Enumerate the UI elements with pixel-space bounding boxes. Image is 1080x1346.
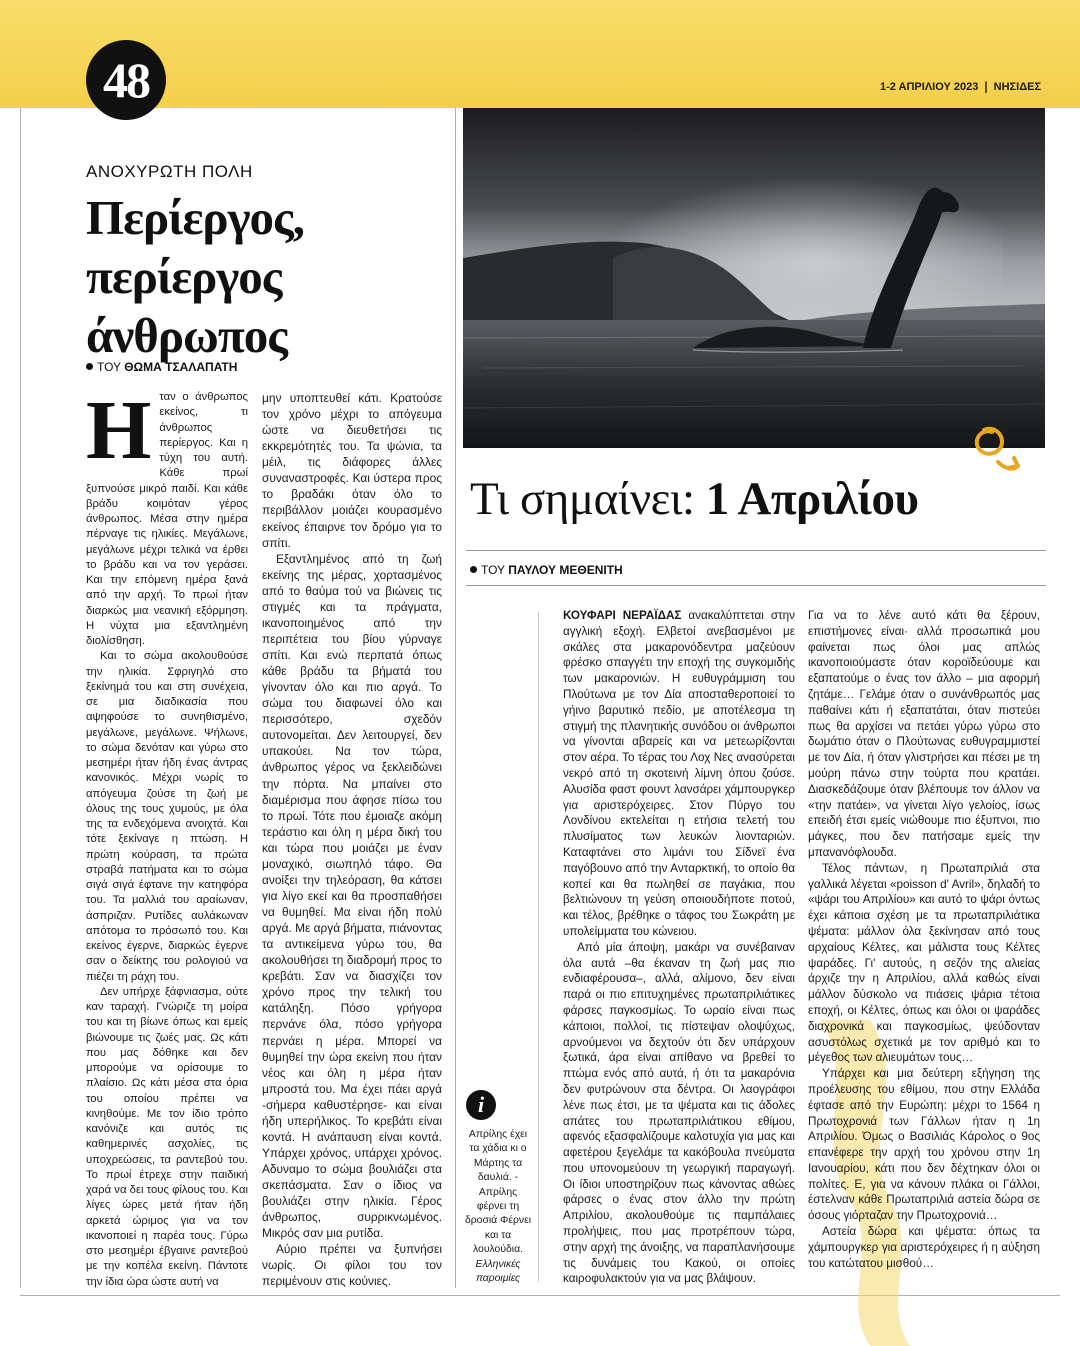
proverbs-sidebar (463, 1128, 533, 1286)
proverb-source: Ελληνικές παροιμίες (475, 1258, 521, 1285)
headline-line-3: άνθρωπος (86, 308, 287, 363)
article2-title (470, 472, 918, 526)
byline-prefix: ΤΟΥ (481, 563, 505, 577)
paragraph: Εξαντλημένος από τη ζωή εκείνης της μέρας, χορτασμένος από το θαύμα τού να βιώνεις τις στιγμές και τα πράγματα, ικανοποιημένος από την περιπέτεια του βίου γύρναγε σπίτι. Και ενώ περπατά όπως κάθε βράδυ τα βήματά του γίνονταν όλο και πιο αργά. Το σώμα του διαφωνεί όλο και περισσότερο, σχεδόν αυτονομείται. Δεν λειτουργεί, δεν υπακούει. Να τον τώρα, άνθρωπος γέρος να ξεκλειδώνει την πόρτα. Να μπαίνει στο διαμέρισμα που άφησε πίσω του το πρωί. Τότε που έμοιαζε ακόμη τεράστιο και όλη η μέρα δική του και τώρα που μοιάζει με έναν μοναχικό, σιωπηλό τάφο. Θα ανοίξει την τηλεόραση, θα κάτσει για λίγο εκεί και θα προσπαθήσει να θυμηθεί. Μα είναι ήδη πολύ αργά. Με αργά βήματα, πιάνοντας τα αντικείμενα γύρω του, θα ακολουθήσει τη διαδρομή προς το κρεβάτι. Σαν να διασχίζει τον χρόνο προς την τελική του κατάληξη. Πόσο γρήγορα περνάνε όλα, πόσο γρήγορα περνάει η μέρα. Μπορεί να θυμηθεί την ώρα εκείνη που ήταν νέος και όλη η μέρα ήταν μπροστά του. Μα έχει πάει αργά -σήμερα καθυστέρησε- και είναι ήδη υπερήλικος. Το κρεβάτι είναι κοντά. Η ανάπαυση είναι κοντά. Υπάρχει χρόνος, υπάρχει χρόνος. Αδυναμο το σώμα βουλιάζει στα σκεπάσματα. Σαν ο ίδιος να βουλιάζει στην ηλικία. Γέρος άνθρωπος, συρρικνωμένος. Μικρός σαν μια ρυτίδα. (262, 551, 442, 1241)
paragraph: Ηταν ο άνθρωπος εκείνος, τι άνθρωπος περίεργος. Και η τύχη του αυτή. Κάθε πρωί ξυπνούσε μικρό παιδί. Και κάθε βράδυ κοιμόταν γέρος άνθρωπος. Μέσα στην ημέρα πέρναγε τις ηλικίες. Μεγάλωνε, μεγάλωνε μέχρι τελικά να έρθει το βράδυ και να τον γεράσει. Και την επόμενη ημέρα ξανά από την αρχή. Το πρωί ήταν διαρκώς μια νεανική εξόρμηση. Η νύχτα μια εξαντλημένη διολίσθηση. (86, 384, 248, 647)
byline-prefix: ΤΟΥ (97, 360, 121, 374)
article2-column-1 (563, 608, 795, 1287)
article2-column-2 (808, 608, 1040, 1271)
left-column-rule (20, 108, 21, 1288)
article1-column-2 (262, 390, 442, 1290)
title-rule (466, 550, 1046, 551)
author-name: ΠΑΥΛΟΥ ΜΕΘΕΝΙΤΗ (508, 563, 623, 577)
paragraph: μην υποπτευθεί κάτι. Κρατούσε τον χρόνο μέχρι το απόγευμα ώστε να διευθετήσει τις εκκρεμότητές του. Τα ψώνια, τα μέιλ, τις διάφορες άλλες συναναστροφές. Και ύστερα προς το βραδάκι όταν όλο το περιβάλλον μοιάζει κουρασμένο εκείνος έπαιρνε τον δρόμο για το σπίτι. (262, 391, 442, 550)
byline-bullet (470, 566, 477, 573)
headline-line-2: περίεργος (86, 249, 282, 304)
paragraph: Αύριο πρέπει να ξυπνήσει νωρίς. Οι φίλοι του τον περιμένουν στις κούνιες. (262, 1242, 442, 1289)
article1-byline (86, 360, 237, 374)
byline-bullet (86, 363, 93, 370)
paragraph: Δεν υπήρχε ξάφνιασμα, ούτε καν ταραχή. Γνώριζε τη μοίρα του και τη βίωνε όπως και εμείς βιώνουμε τις ζωές μας. Ως κάτι που μας δόθηκε και δεν μπορούμε να ορίσουμε το πλαίσιο. Ως κάτι μέσα στα όρια του οποίου πρέπει να κινηθούμε. Με τον ίδιο τρόπο κανόνιζε και αυτός τις καθημερινές ασχολίες, τις υποχρεώσεις, τα ραντεβού του. Το πρωί έτρεχε στην παιδική χαρά να δει τους φίλους του. Και λίγες ώρες μετά ήταν ήδη αρκετά ώριμος για να τον ικανοποιεί η παρέα τους. Γύρω στο μεσημέρι έβγαινε ραντεβού με την κοπέλα εκείνη. Πάντοτε την ίδια ώρα ώστε αυτή να (86, 985, 248, 1288)
article2-byline (470, 563, 623, 577)
headline-line-1: Περίεργος, (86, 190, 304, 245)
issue-date-section: 1-2 ΑΠΡΙΛΙΟΥ 2023 ❘ ΝΗΣΙΔΕΣ (880, 81, 1042, 93)
proverb-text: Απρίλης έχει τα χάδια κι ο Μάρτης τα δαυλιά. - Απρίλης φέρνει τη δροσιά Φέρνει και τα λουλούδια. (464, 1129, 532, 1256)
page-number: 48 (86, 40, 166, 120)
article1-headline (86, 188, 416, 365)
paragraph: Και το σώμα ακολουθούσε την ηλικία. Σφριγηλό στο ξεκίνημά του και στη συνέχεια, σε μια διαδικασία που αψηφούσε το συνηθισμένο, μεγάλωνε, μεγάλωνε. Ψήλωνε, το σώμα δενόταν και γύρω στο μεσημέρι ήταν ήδη ένας άντρας κανονικός. Μέχρι νωρίς το απόγευμα ζούσε τη ζωή με όλους της τους χυμούς, με όλα της τα ενδεχόμενα ανοιχτά. Και τότε ξεκίναγε η πτώση. Η πρώτη κούραση, τα πρώτα στραβά πατήματα και το σώμα σιγά σιγά έφτανε την κατηφόρα του. Τα μαλλιά του αραίωναν, άσπριζαν. Ρυτίδες αυλάκωναν απότομα το πρόσωπό του. Και εκείνος έγερνε, διαρκώς έγερνε σαν ο δείκτης του ρολογιού να πιέζει τη ράχη του. (86, 650, 248, 983)
paragraph: Υπάρχει και μια δεύτερη εξήγηση της προέλευσης του εθίμου, που στην Ελλάδα έφτασε από την Ευρώπη: μέχρι το 1564 η Πρωτοχρονιά των Γάλλων ήταν η 1η Απριλίου. Όμως ο Βασιλιάς Κάρολος ο 9ος επανέφερε την αρχή του χρόνου στην 1η Ιανουαρίου, κάτι που δεν δέχτηκαν όλοι οι πολίτες. Ε, για να κάνουν πλάκα οι Γάλλοι, έστελναν κάθε Πρωταπριλιά αστεία δώρα σε όσους γιόρταζαν την Πρωτοχρονιά… (808, 1067, 1040, 1223)
info-icon: i (466, 1090, 496, 1120)
paragraph: Τέλος πάντων, η Πρωταπριλιά στα γαλλικά λέγεται «poisson d' Avril», δηλαδή το «ψάρι του Απριλίου» και αυτό το ψάρι όντως έχει κάποια σχέση με τα πρωταπριλιάτικα ψέματα: μάλλον όλα ξεκίνησαν από τους αρχαίους Κέλτες, και μάλιστα τους Κέλτες ψαράδες. Γι' αυτούς, η σεζόν της αλιείας άρχιζε την η Απριλίου, αλλά καθώς είναι μάλλον δύσκολο να πιάσεις ψάρια τέτοια εποχή, οι Κέλτες, όπως και όλοι οι ψαράδες διαχρονικά και παγκοσμίως, ψεύδονταν ασυστόλως σχετικά με τον αριθμό και το μέγεθος των αλιευμάτων τους… (808, 861, 1040, 1065)
column-kicker: ΑΝΟΧΥΡΩΤΗ ΠΟΛΗ (86, 162, 253, 181)
swirl-doodle-icon (962, 422, 1024, 502)
author-name: ΘΩΜΑ ΤΣΑΛΑΠΑΤΗ (124, 360, 238, 374)
sidebar-rule (538, 612, 539, 1282)
lead-in: ΚΟΥΦΑΡΙ ΝΕΡΑΪΔΑΣ (563, 609, 682, 622)
center-column-rule (455, 108, 456, 1288)
paragraph: ΚΟΥΦΑΡΙ ΝΕΡΑΪΔΑΣ ανακαλύπτεται στην αγγλική εξοχή. Ελβετοί ανεβασμένοι με σκάλες στα μακαρονόδεντρα μαζεύουν φρέσκο σπαγγέτι την εποχή της συγκομιδής των μακαρονιών. Η ευθυγράμμιση του Πλούτωνα με τον Δία αποσταθεροποιεί το γήινο βαρυτικό πεδίο, με αποτέλεσμα τη στιγμή της πλανητικής συνόδου οι άνθρωποι να γίνονται αβαρείς και να μετεωρίζονται στον αέρα. Το τέρας του Λοχ Νες ανασύρεται νεκρό από τη σκοτεινή λίμνη όπου ζούσε. Αλυσίδα φαστ φουντ λανσάρει χάμπουργκερ για αριστερόχειρες. Στον Πύργο του Λονδίνου εκτελείται η ετήσια τελετή του πλυσίματος των λευκών λιονταριών. Καταφτάνει στο λιμάνι του Σίδνεϊ ένα παγόβουνο από την Ανταρκτική, το οποίο θα κοπεί και θα πωληθεί σε παγάκια, που βελτιώνουν τη γεύση οποιουδήποτε ποτού, και τέλος, βρέθηκε ο τάφος του Σωκράτη με υπολείμματα του κώνειου. (563, 609, 796, 938)
byline-rule (466, 585, 1046, 586)
loch-ness-monster-photo (463, 108, 1045, 448)
title-bold: 1 Απριλίου (705, 473, 919, 525)
paragraph: Από μία άποψη, μακάρι να συνέβαιναν όλα αυτά –θα έκαναν τη ζωή μας πιο ενδιαφέρουσα–, αλλά, αλίμονο, δεν είναι παρά οι πιο επιτυχημένες πρωταπριλιάτικες φάρσες παγκοσμίως. Το ωραίο είναι πως κάποιοι, πολλοί, τις πίστεψαν ολοψύχως, αρνούμενοι να δεχτούν ότι δεν υπάρχουν ξωτικά, άρα είναι απίθανο να βρεθεί το πτώμα ενός από αυτά, ή ότι τα μακαρόνια δεν φυτρώνουν στα δέντρα. Οι λαογράφοι λένε πως έτσι, με τα ψέματα και τις άδολες απάτες του πρωταπριλιάτικου εθίμου, αφενός εξασφαλίζουμε καλοτυχία για μας και αφετέρου ξεγελάμε τα κακόβουλα πνεύματα που υπονομεύουν τη γεωργική παραγωγή. Οι ίδιοι υποστηρίζουν πως κάνοντας αθώες φάρσες ο ένας στον άλλο την πρώτη Απριλίου, ακολουθούμε τις παμπάλαιες προλήψεις, που μας προτρέπουν τώρα, στην αρχή της άνοιξης, να παραπλανήσουμε τις δυνάμεις του Κακού, οι οποίες καιροφυλακτούν για να μας βλάψουν. (563, 940, 795, 1286)
title-regular: Τι σημαίνει: (470, 473, 695, 525)
dropcap: Η (86, 384, 152, 477)
paragraph: Αστεία δώρα και ψέματα: όπως τα χάμπουργκερ για αριστερόχειρες ή η αύξηση του κατώτατου μισθού… (808, 1225, 1040, 1270)
paragraph: Για να το λένε αυτό κάτι θα ξέρουν, επιστήμονες είναι· αλλά προσωπικά μου φαίνεται πως όλοι μας απλώς ικανοποιούμαστε όταν κοροϊδεύουμε και εξαπατούμε ο ένας τον άλλο – μια αφορμή ζητάμε… Γελάμε όταν ο συνάνθρωπός μας παθαίνει κάτι ή εξαπατάται, όταν πιστεύει πως θα αρχίσει να πετάει γύρω γύρω στο δωμάτιο όταν ο Πλούτωνας ευθυγραμμιστεί με τον Δία, ή όταν γλιστρήσει και πέσει με τη μούρη πάνω στην τούρτα που κρατάει. Διασκεδάζουμε όταν βλέπουμε τον άλλον να «την πατάει», να γίνεται λίγο γελοίος, ίσως επειδή έτσι εμείς νιώθουμε πιο έξυπνοι, πιο μάγκες, που δεν πατήσαμε εμείς την μπανανόφλουδα. (808, 609, 1040, 859)
article1-column-1 (86, 384, 248, 1290)
